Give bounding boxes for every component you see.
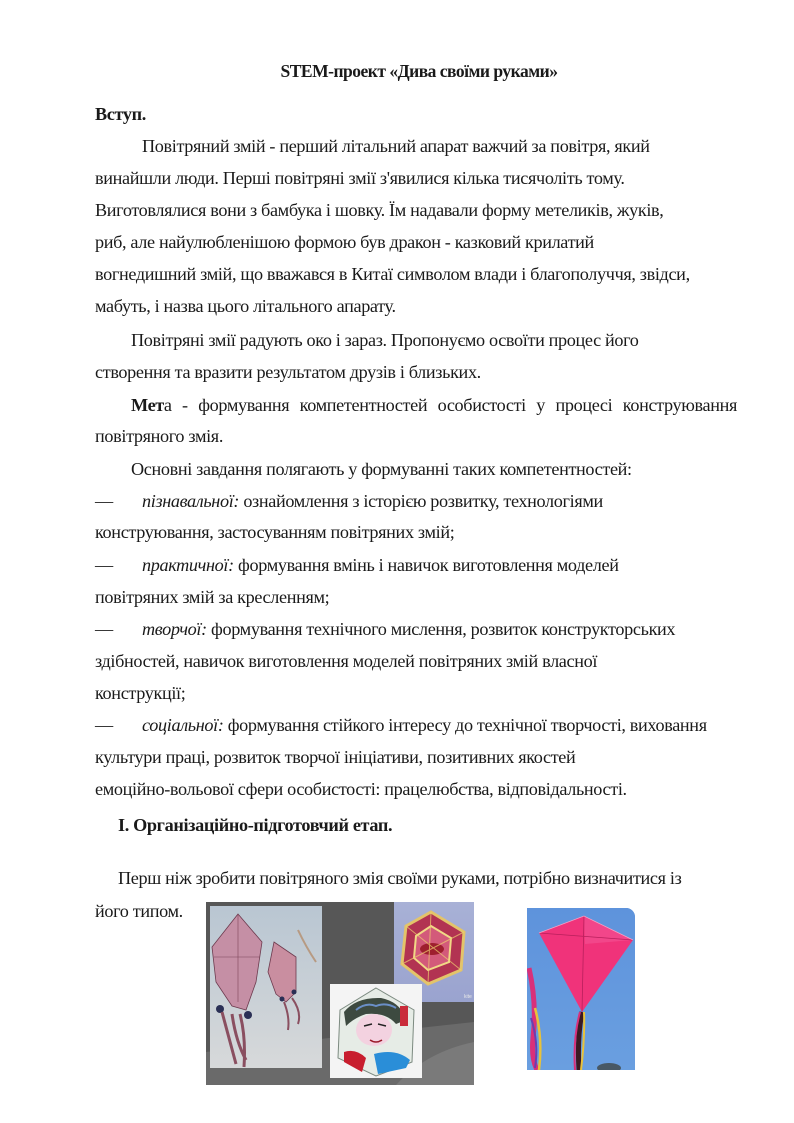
intro-line-2: винайшли люди. Перші повітряні змії з'явилися кілька тисячоліть тому. bbox=[95, 168, 625, 188]
task-2-line-2: повітряних змій за кресленням; bbox=[95, 587, 330, 607]
kite-collage-image bbox=[206, 902, 474, 1085]
task-1-line-1 bbox=[95, 490, 603, 512]
task-1-text: ознайомлення з історією розвитку, технологіями bbox=[243, 491, 603, 511]
task-3-term: творчої: bbox=[142, 619, 207, 639]
task-2-text: формування вмінь і навичок виготовлення моделей bbox=[238, 555, 619, 575]
task-1-line-2: конструювання, застосуванням повітряних змій; bbox=[95, 522, 455, 542]
goal-label-rest: а - bbox=[163, 395, 188, 415]
intro-line-3: Виготовлялися вони з бамбука і шовку. Їм надавали форму метеликів, жуків, bbox=[95, 200, 664, 220]
task-1-dash: — bbox=[95, 491, 113, 511]
task-1-term: пізнавальної: bbox=[142, 491, 240, 511]
page-title: STEM-проект «Дива своїми руками» bbox=[280, 61, 558, 81]
task-3-line-1 bbox=[95, 618, 675, 640]
goal-label-bold: Мет bbox=[131, 395, 164, 415]
intro-line-6: мабуть, і назва цього літального апарату. bbox=[95, 296, 396, 316]
goal-text: формування компетентностей особистості у процесі конструювання bbox=[198, 395, 737, 415]
task-2-term: практичної: bbox=[142, 555, 234, 575]
intro-line-4: риб, але найулюбленішою формою був дракон - казковий крилатий bbox=[95, 232, 594, 252]
task-4-dash: — bbox=[95, 715, 113, 735]
task-3-text: формування технічного мислення, розвиток конструкторських bbox=[211, 619, 676, 639]
goal-line-1 bbox=[131, 394, 737, 416]
para2-line-2: створення та вразити результатом друзів і близьких. bbox=[95, 362, 481, 382]
para2-line-1: Повітряні змії радують око і зараз. Пропонуємо освоїти процес його bbox=[131, 330, 639, 350]
task-4-line-2: культури праці, розвиток творчої ініціативи, позитивних якостей bbox=[95, 747, 576, 767]
task-3-line-3: конструкції; bbox=[95, 683, 186, 703]
task-4-text: формування стійкого інтересу до технічної творчості, виховання bbox=[227, 715, 707, 735]
section-1-line-1: Перш ніж зробити повітряного змія своїми руками, потрібно визначитися із bbox=[118, 868, 682, 888]
task-2-line-1 bbox=[95, 554, 619, 576]
section-1-line-2: його типом. bbox=[95, 901, 183, 921]
intro-line-5: вогнедишний змій, що вважався в Китаї символом влади і благополуччя, звідси, bbox=[95, 264, 690, 284]
section-1-heading: І. Організаційно-підготовчий етап. bbox=[118, 815, 393, 835]
tasks-intro: Основні завдання полягають у формуванні таких компетентностей: bbox=[131, 459, 632, 479]
task-4-line-3: емоційно-вольової сфери особистості: працелюбства, відповідальності. bbox=[95, 779, 627, 799]
goal-line-2: повітряного змія. bbox=[95, 426, 224, 446]
task-3-dash: — bbox=[95, 619, 113, 639]
task-4-term: соціальної: bbox=[142, 715, 224, 735]
task-4-line-1 bbox=[95, 714, 707, 736]
intro-heading: Вступ. bbox=[95, 104, 146, 124]
pink-diamond-kite-image bbox=[527, 908, 635, 1070]
task-3-line-2: здібностей, навичок виготовлення моделей повітряних змій власної bbox=[95, 651, 598, 671]
task-2-dash: — bbox=[95, 555, 113, 575]
svg-text:kite: kite bbox=[464, 994, 472, 1000]
intro-line-1: Повітряний змій - перший літальний апарат важчий за повітря, який bbox=[142, 136, 650, 156]
